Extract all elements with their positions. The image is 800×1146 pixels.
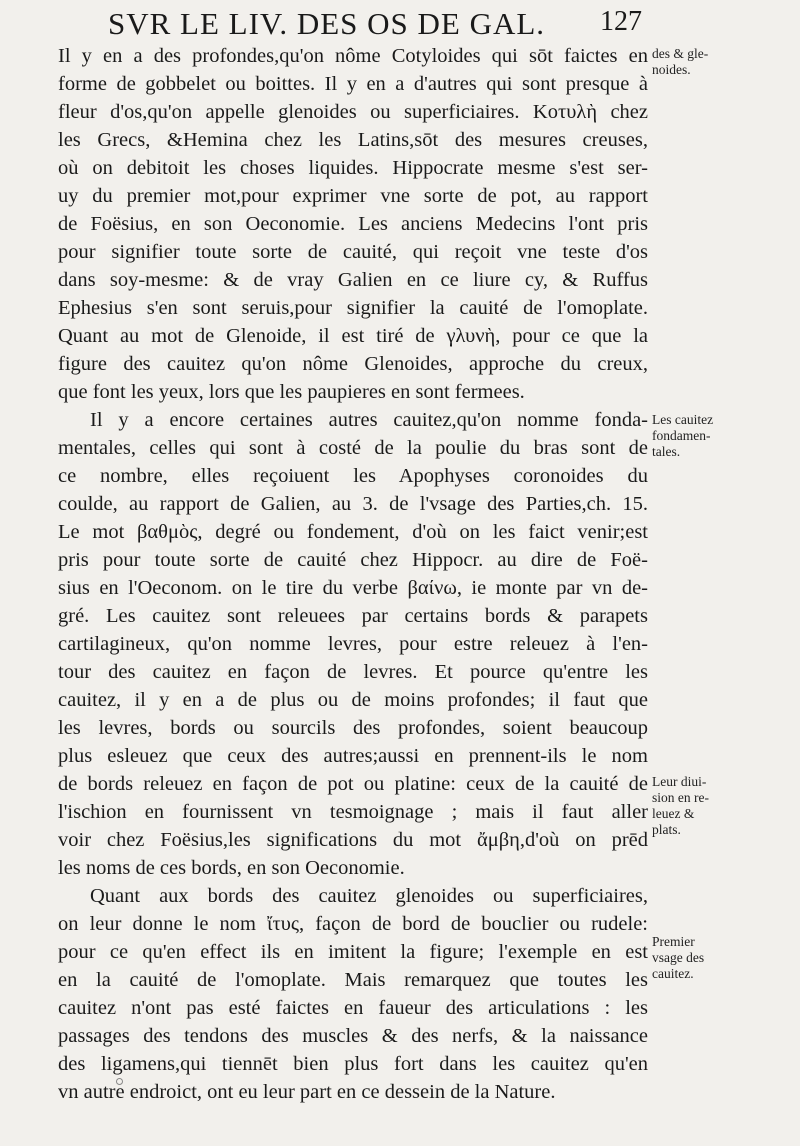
- text-line: les levres, bords ou sourcils des profondes, soient beaucoup: [58, 717, 648, 739]
- text-line: les Grecs, &Hemina chez les Latins,sōt des mesures creuses,: [58, 129, 648, 151]
- margin-note-line: Premier: [652, 934, 695, 949]
- text-line: Il y en a des profondes,qu'on nôme Cotyloides qui sōt faictes en: [58, 45, 648, 67]
- text-line: en la cauité de l'omoplate. Mais remarquez que toutes les: [58, 969, 648, 991]
- margin-note-line: vsage des: [652, 950, 705, 965]
- margin-note-line: Les cauitez: [652, 412, 714, 427]
- text-line: des ligamens,qui tiennēt bien plus fort dans les cauitez qu'en: [58, 1053, 648, 1075]
- margin-note-line: fondamen-: [652, 428, 711, 443]
- text-line: mentales, celles qui sont à costé de la poulie du bras sont de: [58, 437, 648, 459]
- text-line: coulde, au rapport de Galien, au 3. de l'vsage des Parties,ch. 15.: [58, 493, 648, 515]
- margin-note-line: noides.: [652, 62, 691, 77]
- text-line: cauitez n'ont pas esté faictes en faueur des articulations : les: [58, 997, 648, 1019]
- text-line: Quant au mot de Glenoide, il est tiré de γλυνὴ, pour ce que la: [58, 325, 648, 347]
- text-line: sius en l'Oeconom. on le tire du verbe βαίνω, ie monte par vn de-: [58, 577, 648, 599]
- text-line: les noms de ces bords, en son Oeconomie.: [58, 857, 405, 879]
- margin-note-line: plats.: [652, 822, 681, 837]
- text-line: de bords releuez en façon de pot ou platine: ceux de la cauité de: [58, 773, 648, 795]
- margin-note: [652, 412, 792, 460]
- text-line: où on debitoit les choses liquides. Hippocrate mesme s'est ser-: [58, 157, 648, 179]
- text-line: plus esleuez que ceux des autres;aussi en prennent-ils le nom: [58, 745, 648, 767]
- text-line: Ephesius s'en sont seruis,pour signifier la cauité de l'omoplate.: [58, 297, 648, 319]
- margin-note-line: cauitez.: [652, 966, 694, 981]
- text-line: cartilagineux, qu'on nomme levres, pour estre releuez à l'en-: [58, 633, 648, 655]
- text-line: gré. Les cauitez sont releuees par certains bords & parapets: [58, 605, 648, 627]
- running-title: SVR LE LIV. DES OS DE GAL.: [108, 6, 546, 41]
- margin-note-line: sion en re-: [652, 790, 709, 805]
- text-line: uy du premier mot,pour exprimer vne sorte de pot, au rapport: [58, 185, 648, 207]
- text-line: pour ce qu'en effect ils en imitent la figure; l'exemple en est: [58, 941, 648, 963]
- text-line: Le mot βαθμὸς, degré ou fondement, d'où on les faict venir;est: [58, 521, 648, 543]
- text-line: ce nombre, elles reçoiuent les Apophyses coronoides du: [58, 465, 648, 487]
- text-line: pour signifier toute sorte de cauité, qui reçoit vne teste d'os: [58, 241, 648, 263]
- margin-note-line: Leur diui-: [652, 774, 707, 789]
- page-number: 127: [600, 6, 642, 37]
- text-line: pris pour toute sorte de cauité chez Hippocr. au dire de Foë-: [58, 549, 648, 571]
- text-line: Il y a encore certaines autres cauitez,qu'on nomme fonda-: [90, 409, 648, 431]
- text-line: cauitez, il y en a de plus ou de moins profondes; il faut que: [58, 689, 648, 711]
- text-line: de Foësius, en son Oeconomie. Les anciens Medecins l'ont pris: [58, 213, 648, 235]
- margin-note-line: tales.: [652, 444, 681, 459]
- margin-note-line: des & gle-: [652, 46, 709, 61]
- margin-note: [652, 774, 792, 838]
- text-line: vn autre endroict, ont eu leur part en ce dessein de la Nature.: [58, 1081, 556, 1103]
- text-line: on leur donne le nom ἴτυς, façon de bord de bouclier ou rudele:: [58, 913, 648, 935]
- ink-dot: [116, 1078, 123, 1085]
- text-line: Quant aux bords des cauitez glenoides ou superficiaires,: [90, 885, 648, 907]
- text-line: l'ischion en fournissent vn tesmoignage ; mais il faut aller: [58, 801, 648, 823]
- text-line: figure des cauitez qu'on nôme Glenoides, approche du creux,: [58, 353, 648, 375]
- margin-note: [652, 46, 792, 78]
- text-line: voir chez Foësius,les significations du mot ἄμβη,d'où on prēd: [58, 829, 648, 851]
- text-line: tour des cauitez en façon de levres. Et pource qu'entre les: [58, 661, 648, 683]
- text-line: que font les yeux, lors que les paupieres en sont fermees.: [58, 381, 525, 403]
- text-line: dans soy-mesme: & de vray Galien en ce liure cy, & Ruffus: [58, 269, 648, 291]
- text-line: passages des tendons des muscles & des nerfs, & la naissance: [58, 1025, 648, 1047]
- margin-note: [652, 934, 792, 982]
- text-line: forme de gobbelet ou boittes. Il y en a d'autres qui sont presque à: [58, 73, 648, 95]
- margin-note-line: leuez &: [652, 806, 695, 821]
- text-line: fleur d'os,qu'on appelle glenoides ou superficiaires. Κοτυλὴ chez: [58, 101, 648, 123]
